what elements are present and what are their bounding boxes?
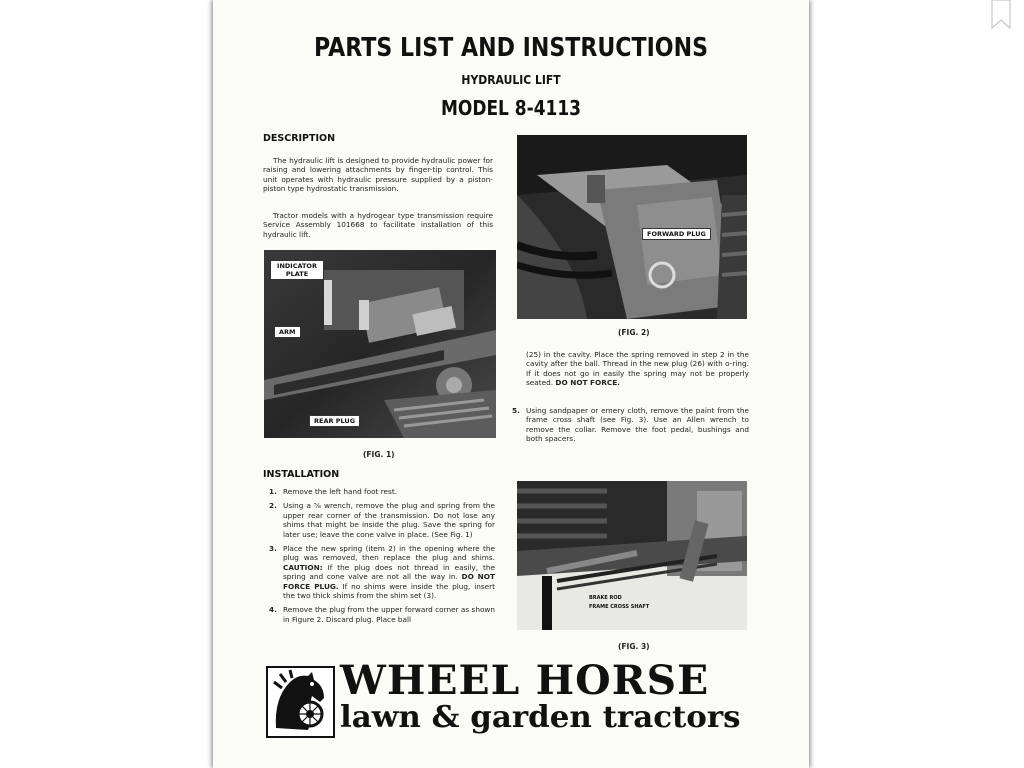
figure-1-caption: (FIG. 1)	[363, 450, 395, 459]
indicator-plate-label: INDICATOR PLATE	[270, 260, 324, 280]
installation-steps	[263, 487, 495, 629]
figure-1-photo	[264, 250, 496, 438]
list-item: 3. Place the new spring (item 2) in the opening where the plug was removed, then replace the plug and shims. CAUTION: If the plug does not thread in easily, the spring and cone valve are not all the way in. DO NOT FORCE PLUG. If no shims were inside the plug, insert the two thick shims from the shim set (3).	[269, 544, 495, 601]
list-item: 2. Using a ⅝ wrench, remove the plug and spring from the upper rear corner of the transmission. Do not lose any shims that might be inside the plug. Save the spring for later use; leave the cone valve in place. (See Fig. 1)	[269, 501, 495, 539]
description-paragraph-2: Tractor models with a hydrogear type transmission require Service Assembly 101668 to facilitate installation of this hydraulic lift.	[263, 211, 493, 239]
description-heading: DESCRIPTION	[263, 133, 336, 144]
step-4-continued: (25) in the cavity. Place the spring removed in step 2 in the cavity after the ball. Thread in the new plug (26) with o-ring. If it does not go in easily the spring may not be properly seated. DO NOT FORCE.	[526, 350, 749, 388]
figure-3-caption: (FIG. 3)	[618, 642, 650, 651]
frame-cross-shaft-label: FRAME CROSS SHAFT	[589, 604, 650, 610]
brand-name: WHEEL HORSE	[340, 657, 710, 704]
bookmark-icon[interactable]	[990, 0, 1012, 30]
figure-3-photo	[517, 481, 747, 630]
figure-2-caption: (FIG. 2)	[618, 328, 650, 337]
page-subtitle: HYDRAULIC LIFT	[461, 73, 561, 87]
step-5: 5. Using sandpaper or emery cloth, remove the paint from the frame cross shaft (see Fig. 3). Use an Allen wrench to remove the collar. Remove the foot pedal, bushings and both spacers.	[512, 406, 749, 444]
description-paragraph-1: The hydraulic lift is designed to provide hydraulic power for raising and lowering attachments by finger-tip control. This unit operates with hydraulic pressure supplied by a piston-piston type hydrostatic transmission.	[263, 156, 493, 194]
horse-logo-icon	[266, 666, 335, 738]
arm-label: ARM	[274, 326, 301, 338]
model-number: MODEL 8-4113	[440, 96, 582, 120]
brake-rod-label: BRAKE ROD	[589, 595, 622, 601]
figure-2-photo	[517, 135, 747, 319]
list-item: 1. Remove the left hand foot rest.	[269, 487, 398, 496]
forward-plug-label: FORWARD PLUG	[642, 228, 711, 240]
list-item: 4. Remove the plug from the upper forward corner as shown in Figure 2. Discard plug. Place ball	[269, 605, 495, 624]
installation-heading: INSTALLATION	[263, 469, 340, 480]
page-title: PARTS LIST AND INSTRUCTIONS	[313, 33, 709, 63]
brand-tagline: lawn & garden tractors	[340, 700, 741, 735]
document-page	[213, 0, 809, 768]
rear-plug-label: REAR PLUG	[309, 415, 360, 427]
